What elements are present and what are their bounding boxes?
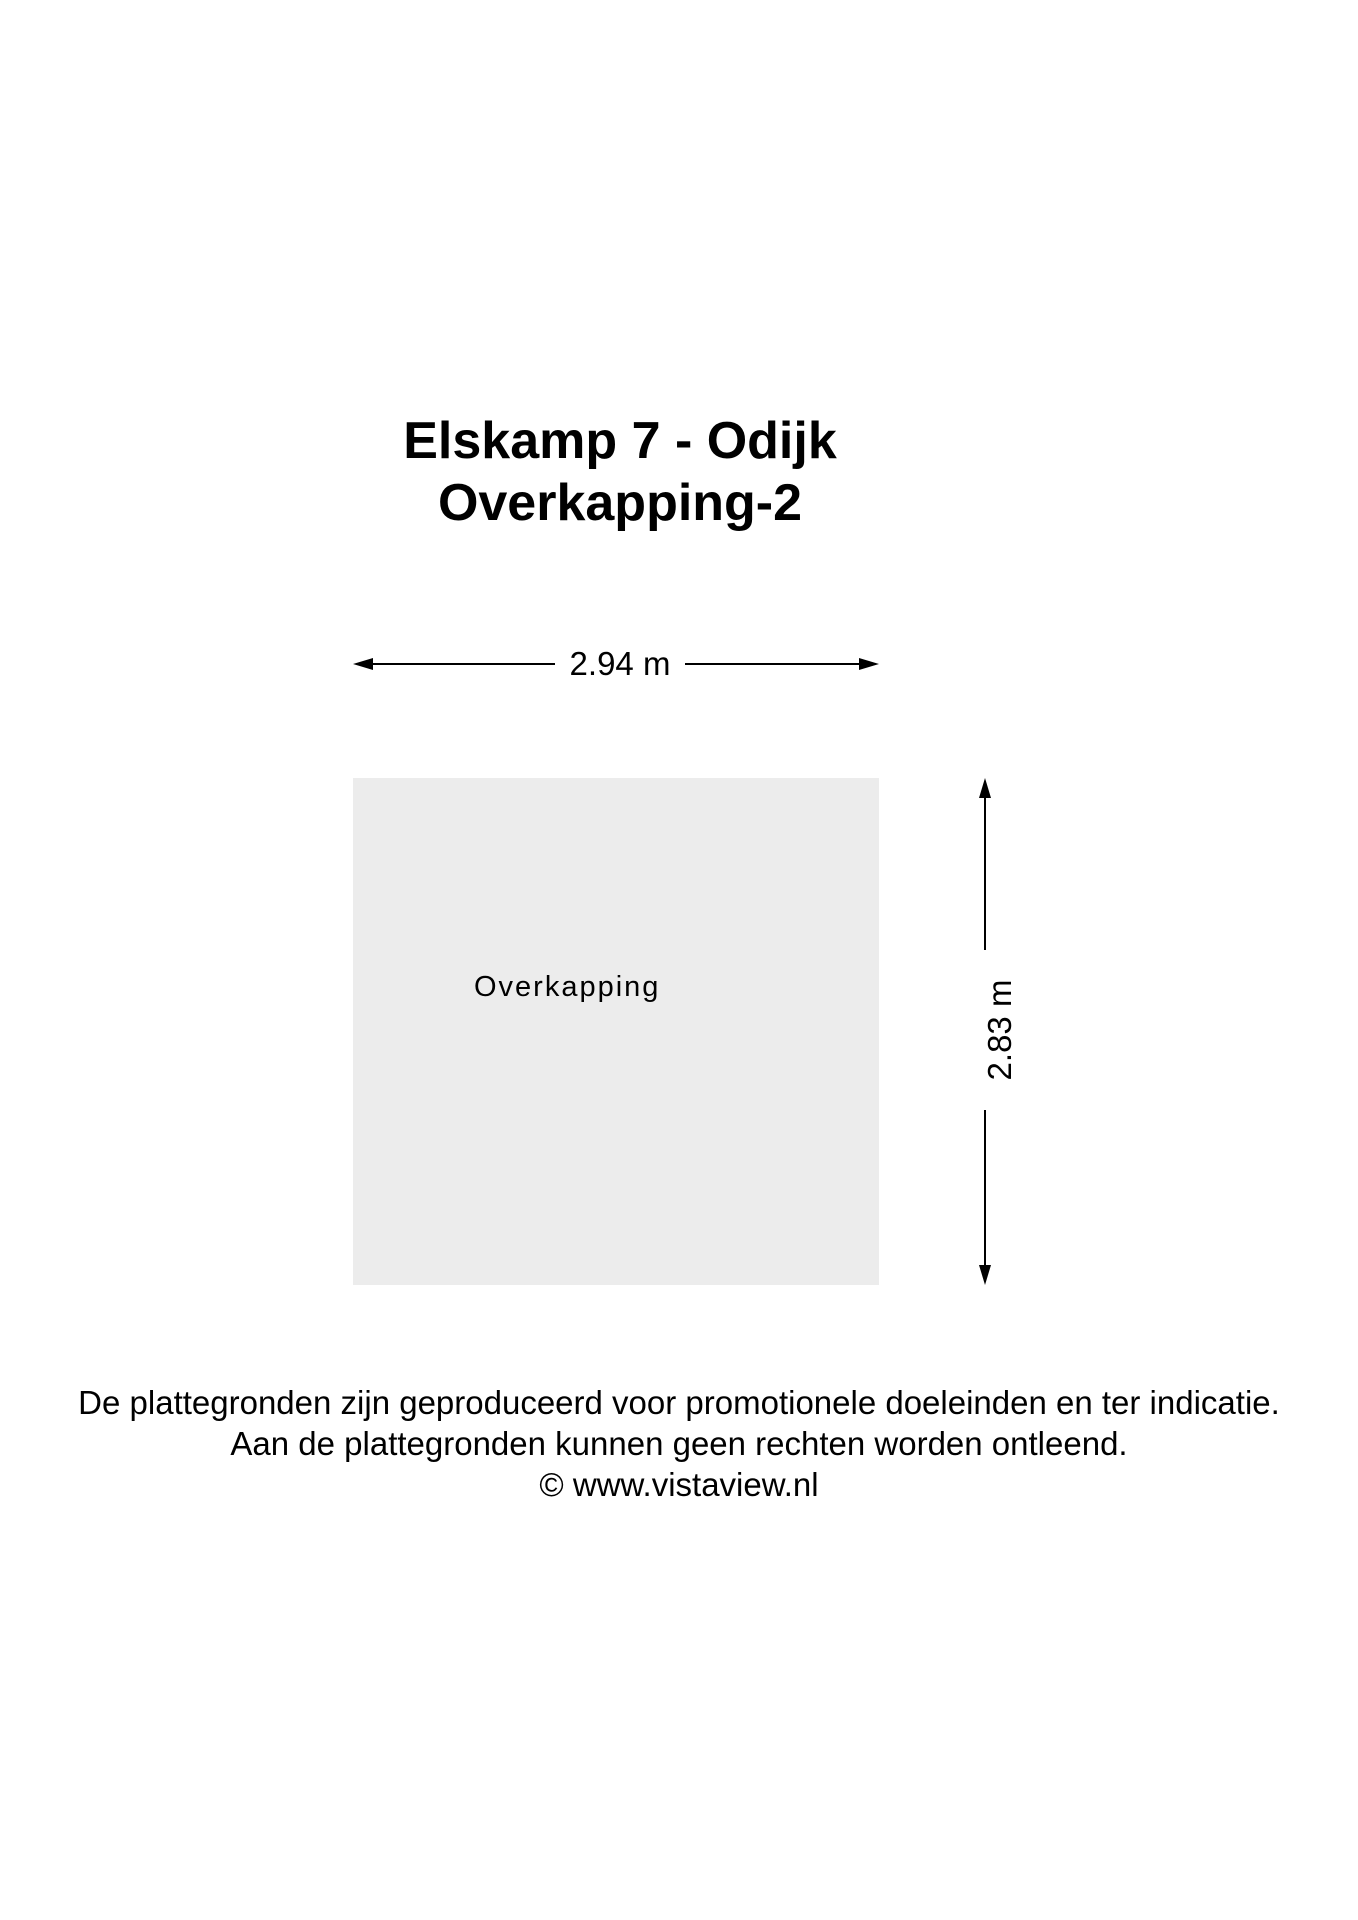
room-name-label: Overkapping (474, 971, 661, 1003)
room-area (353, 778, 879, 1285)
disclaimer (0, 1382, 1358, 1505)
disclaimer-line-1: De plattegronden zijn geproduceerd voor promotionele doeleinden en ter indicatie. (78, 1384, 1280, 1421)
disclaimer-line-2: Aan de plattegronden kunnen geen rechten worden ontleend. (230, 1425, 1128, 1462)
width-dimension-label: 2.94 m (555, 644, 685, 684)
height-dimension-label: 2.83 m (980, 950, 1020, 1110)
width-arrow-left (353, 658, 373, 670)
address-title: Elskamp 7 - Odijk (403, 412, 837, 470)
floor-title: Overkapping-2 (437, 474, 803, 532)
copyright-link[interactable]: © www.vistaview.nl (539, 1466, 819, 1503)
height-arrow-top (979, 778, 991, 798)
height-arrow-bottom (979, 1265, 991, 1285)
width-arrow-right (859, 658, 879, 670)
